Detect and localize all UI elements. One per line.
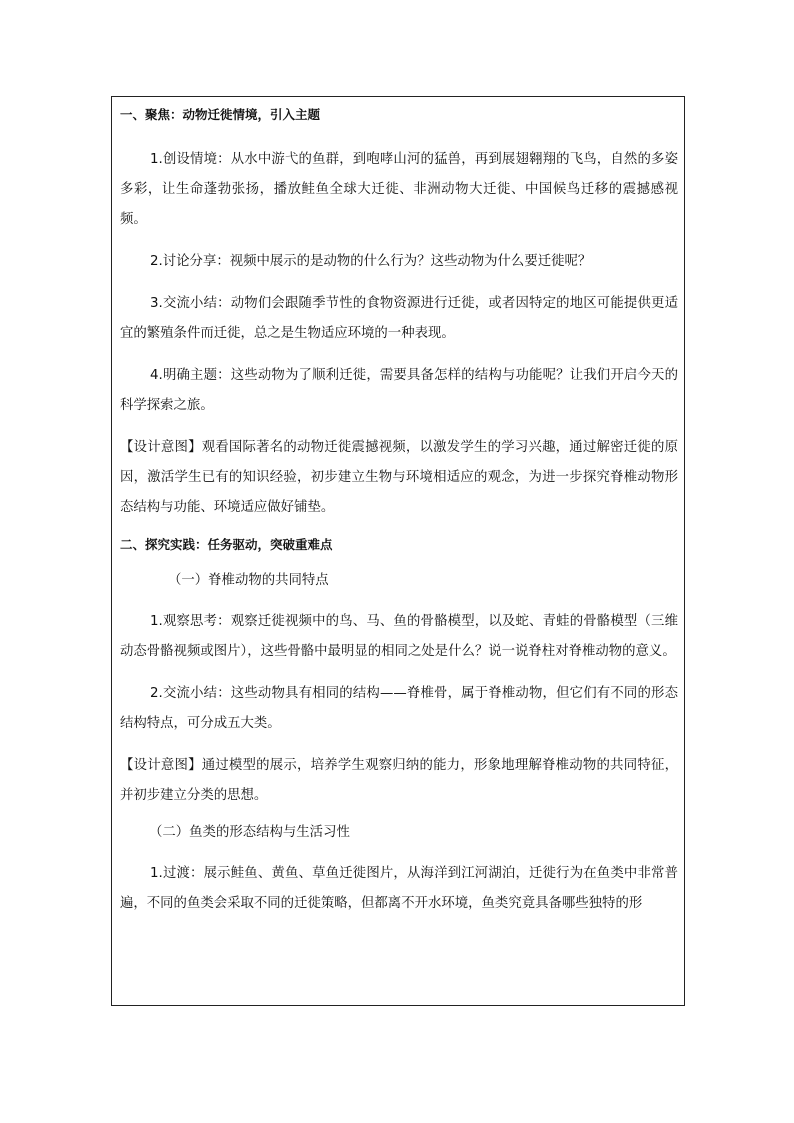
lesson-content <box>120 105 678 919</box>
paragraph-create-scenario: 1.创设情境：从水中游弋的鱼群，到咆哮山河的猛兽，再到展翅翱翔的飞鸟，自然的多姿多彩，让生命蓬勃张扬，播放鲑鱼全球大迁徙、非洲动物大迁徙、中国候鸟迁移的震撼感视频。 <box>120 152 678 227</box>
paragraph-vertebra-summary: 2.交流小结：这些动物具有相同的结构——脊椎骨，属于脊椎动物，但它们有不同的形态结构特点，可分成五大类。 <box>120 686 678 731</box>
paragraph-observe-skeletons: 1.观察思考：观察迁徙视频中的鸟、马、鱼的骨骼模型，以及蛇、青蛙的骨骼模型（三维动态骨骼视频或图片），这些骨骼中最明显的相同之处是什么？说一说脊柱对脊椎动物的意义。 <box>120 614 678 659</box>
subsection-title-fish: （二）鱼类的形态结构与生活习性 <box>149 825 350 840</box>
paragraph-clarify-theme: 4.明确主题：这些动物为了顺利迁徙，需要具备怎样的结构与功能呢？让我们开启今天的科学探索之旅。 <box>120 368 678 413</box>
paragraph-fish-transition: 1.过渡：展示鲑鱼、黄鱼、草鱼迁徙图片，从海洋到江河湖泊，迁徙行为在鱼类中非常普遍，不同的鱼类会采取不同的迁徙策略，但都离不开水环境，鱼类究竟具备哪些独特的形 <box>120 866 678 911</box>
section-heading-1: 一、聚焦：动物迁徙情境，引入主题 <box>120 107 321 122</box>
design-intent-2: 【设计意图】通过模型的展示，培养学生观察归纳的能力，形象地理解脊椎动物的共同特征，并初步建立分类的思想。 <box>120 758 678 803</box>
table-cell-frame <box>111 96 685 1006</box>
section-heading-2: 二、探究实践：任务驱动，突破重难点 <box>120 537 333 552</box>
design-intent-1: 【设计意图】观看国际著名的动物迁徙震撼视频，以激发学生的学习兴趣，通过解密迁徙的原因，激活学生已有的知识经验，初步建立生物与环境相适应的观念，为进一步探究脊椎动物形态结构与功能、环境适应做好铺垫。 <box>120 440 678 515</box>
paragraph-summary: 3.交流小结：动物们会跟随季节性的食物资源进行迁徙，或者因特定的地区可能提供更适宜的繁殖条件而迁徙，总之是生物适应环境的一种表现。 <box>120 296 678 341</box>
subsection-title-vertebrates: （一）脊椎动物的共同特点 <box>168 573 329 588</box>
paragraph-discussion: 2.讨论分享：视频中展示的是动物的什么行为？这些动物为什么要迁徙呢？ <box>150 254 592 269</box>
